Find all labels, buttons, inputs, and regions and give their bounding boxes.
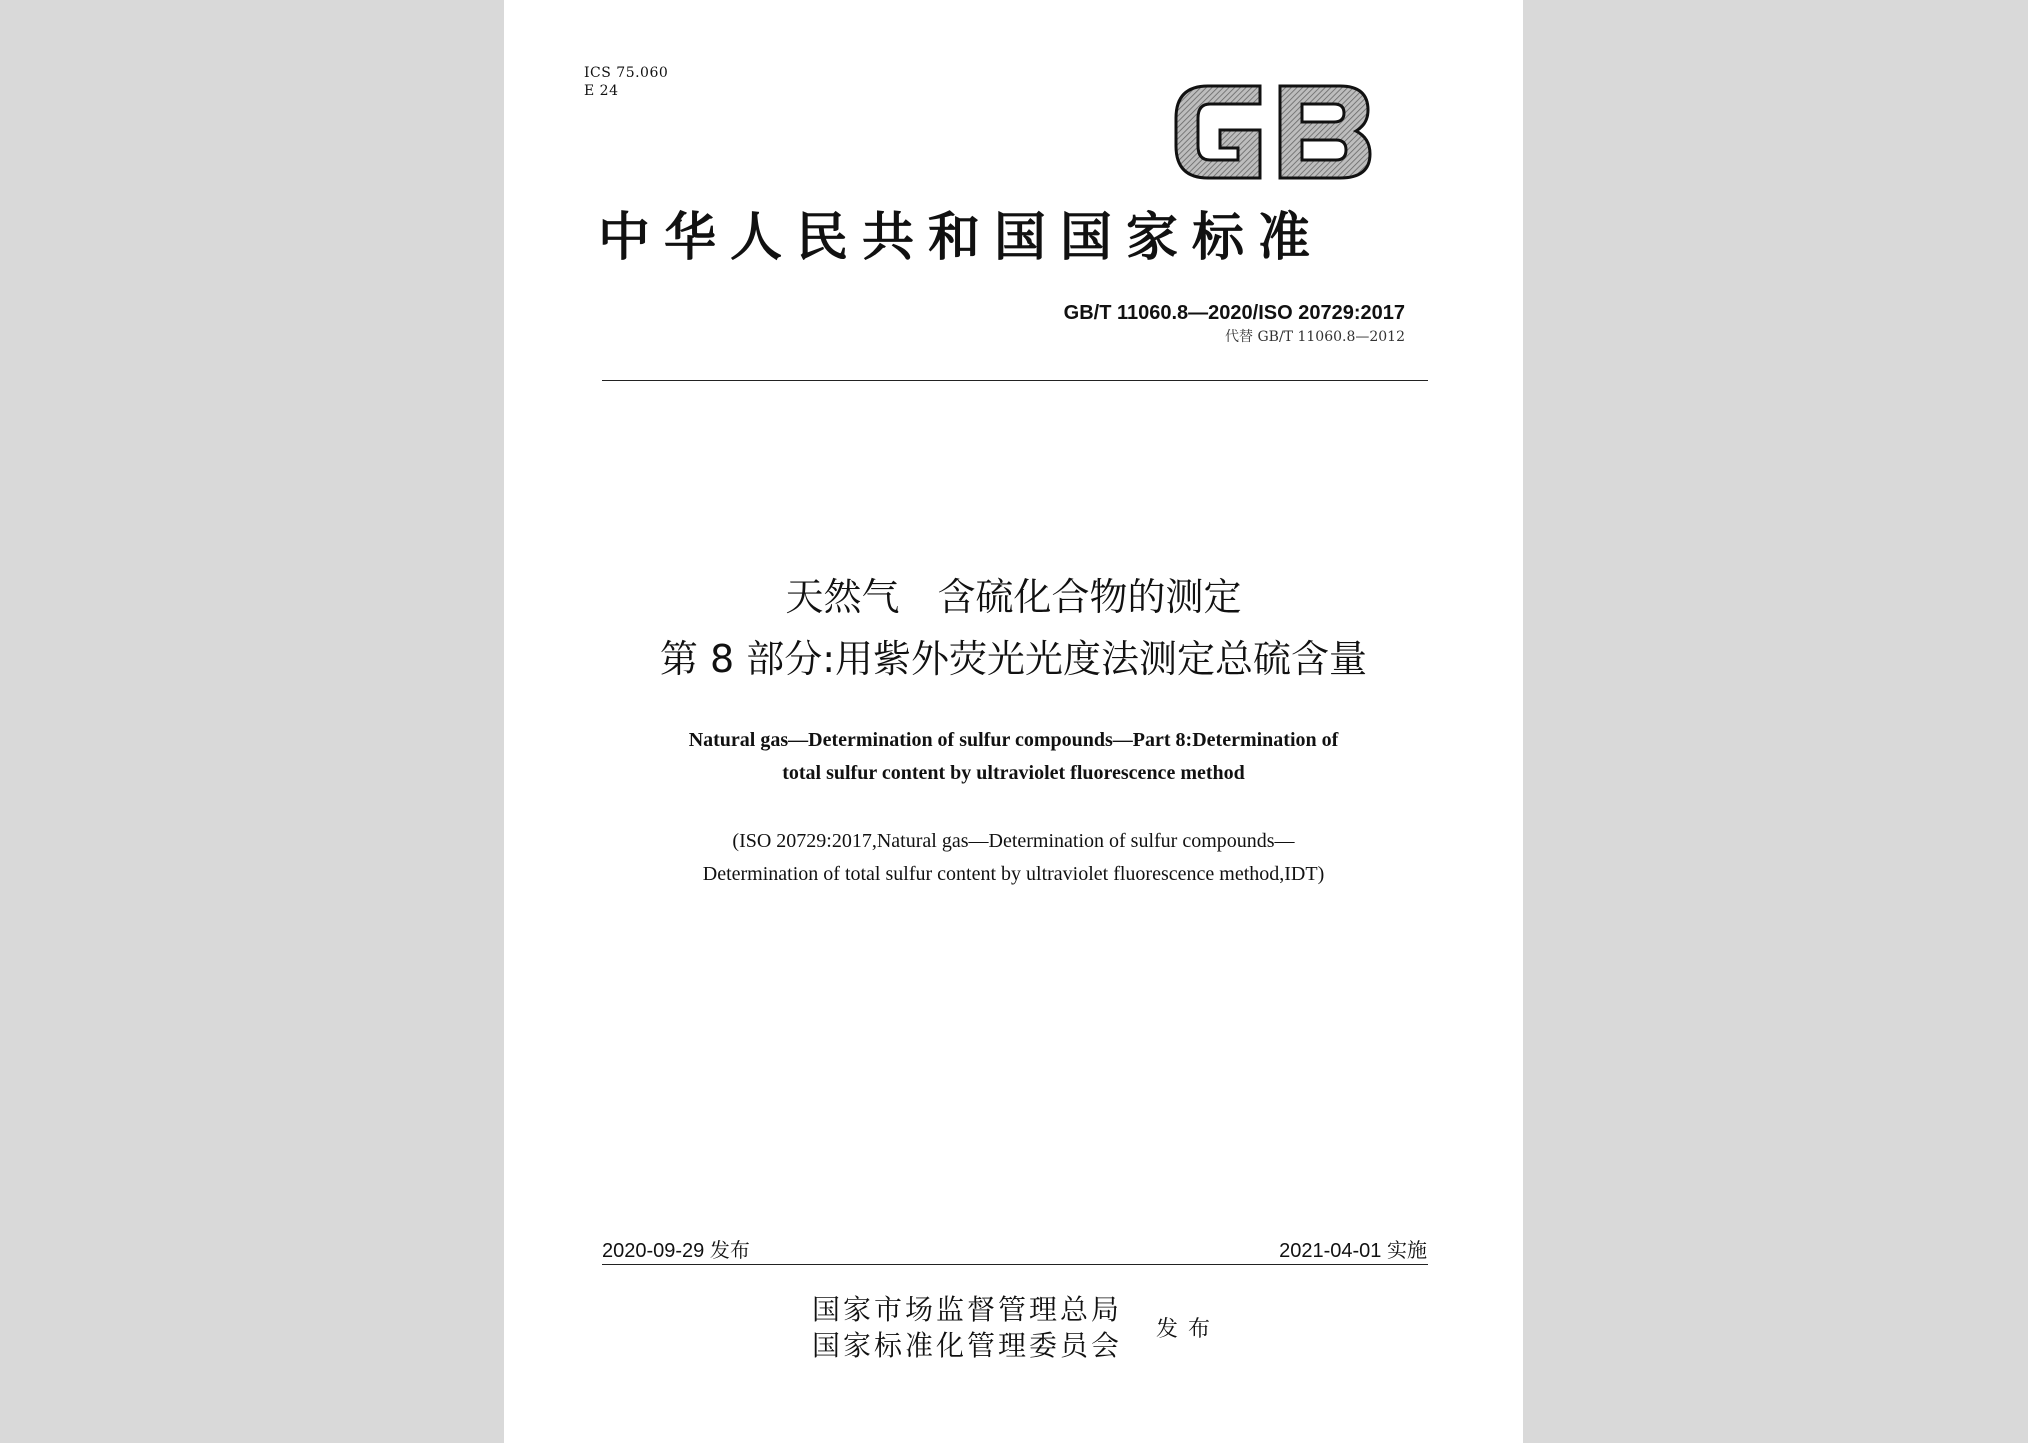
gb-standard-logo: [1168, 80, 1378, 184]
national-standard-heading: 中华人民共和国国家标准: [598, 207, 1325, 268]
implementation-date: 2021-04-01 实施: [1279, 1240, 1427, 1262]
iso-reference-line-2: Determination of total sulfur content by ultraviolet fluorescence method,IDT): [702, 863, 1325, 885]
issuing-authorities: [812, 1292, 1122, 1364]
ccs-code: E 24: [584, 83, 619, 99]
standard-number: GB/T 11060.8—2020/ISO 20729:2017: [1063, 302, 1405, 324]
chinese-title-line-2: 第 8 部分:用紫外荧光光度法测定总硫含量: [659, 637, 1368, 681]
document-page: [504, 0, 1523, 1443]
issuer-samr: 国家市场监督管理总局: [812, 1293, 1123, 1326]
classification-codes: [584, 64, 668, 100]
ics-code: ICS 75.060: [584, 65, 669, 81]
issue-date: 2020-09-29 发布: [602, 1240, 750, 1262]
footer-divider: [602, 1264, 1428, 1265]
iso-reference-line-1: (ISO 20729:2017,Natural gas—Determination of sulfur compounds—: [732, 830, 1295, 852]
english-title-line-2: total sulfur content by ultraviolet fluorescence method: [782, 762, 1245, 784]
english-title-line-1: Natural gas—Determination of sulfur compounds—Part 8:Determination of: [688, 729, 1339, 751]
replaces-note: 代替 GB/T 11060.8—2012: [1225, 329, 1405, 345]
header-divider: [602, 380, 1428, 381]
issuer-sac: 国家标准化管理委员会: [812, 1329, 1123, 1362]
gb-logo-icon: [1168, 80, 1378, 184]
chinese-title-line-1: 天然气 含硫化合物的测定: [785, 575, 1242, 619]
issue-label: 发布: [1156, 1317, 1221, 1342]
